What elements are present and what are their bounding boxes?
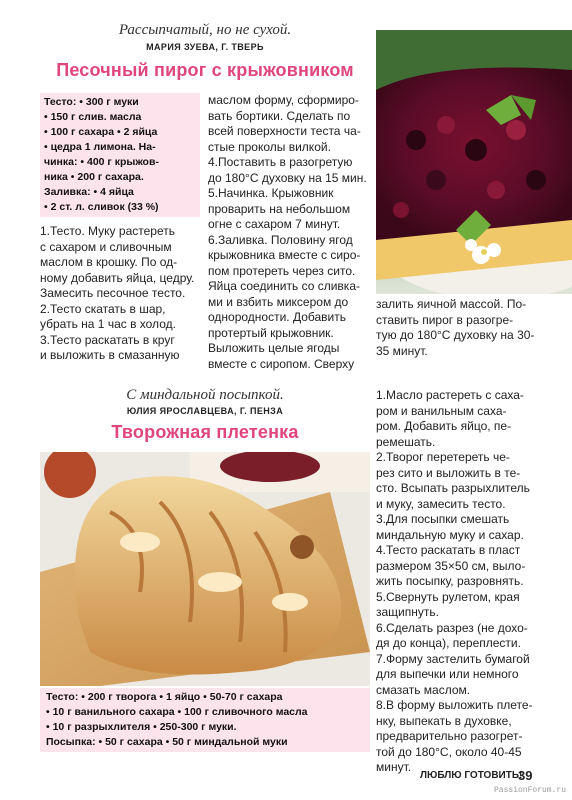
step-line: дя до конца), переплести. [376, 636, 521, 650]
step-line: 8.В форму выложить плете- [376, 698, 533, 712]
recipe1-steps-col3 [376, 297, 572, 359]
step-line: 35 минут. [376, 343, 428, 358]
ingredient-line: • 100 г сахара • 2 яйца [44, 126, 158, 138]
ingredient-line: • 2 ст. л. сливок (33 %) [44, 201, 159, 213]
step-line: стые проколы вилкой. [208, 139, 331, 154]
ingredient-line: Тесто: • 200 г творога • 1 яйцо • 50-70 г сахара [46, 691, 283, 703]
step-line: смазать маслом. [376, 682, 471, 697]
recipe1-steps-col2 [208, 93, 370, 372]
step-line: 3.Для посыпки смешать [376, 512, 510, 526]
step-line: маслом в крошку. По од- [40, 255, 178, 269]
page-number: 39 [518, 768, 533, 783]
step-line: крыжовника вместе с сиро- [208, 248, 361, 262]
step-line: миндальную муку и сахар. [376, 527, 524, 542]
step-line: для выпечки или немного [376, 667, 519, 681]
step-line: нку, выпекать в духовке, [376, 713, 512, 728]
step-line: 5.Свернуть рулетом, края [376, 589, 520, 604]
step-line: Выложить целые ягоды [208, 341, 340, 355]
step-line: и выложить в смазанную [40, 348, 180, 362]
step-line: 6.Заливка. Половину ягод [208, 232, 353, 247]
ingredient-line: • 10 г разрыхлителя • 250-300 г муки. [46, 721, 237, 733]
step-line: вместе с сиропом. Сверху [208, 356, 355, 371]
step-line: жить посыпку, разровнять. [376, 574, 524, 588]
cottage-cheese-braid-photo [40, 452, 370, 686]
step-line: ром. Добавить яйцо, пе- [376, 419, 512, 433]
recipe2-author: ЮЛИЯ ЯРОСЛАВЦЕВА, Г. ПЕНЗА [126, 406, 284, 416]
recipe2-tagline: С миндальной посыпкой. [126, 387, 284, 403]
step-line: 2.Тесто скатать в шар, [40, 301, 166, 316]
recipe2-ingredients-list [46, 690, 364, 750]
magazine-name: ЛЮБЛЮ ГОТОВИТЬ! [420, 770, 523, 781]
recipe1-steps-col1 [40, 224, 202, 364]
ingredient-line: Посыпка: • 50 г сахара • 50 г миндальной муки [46, 736, 288, 748]
step-line: 3.Тесто раскатать в круг [40, 332, 175, 347]
step-line: предварительно разогрет- [376, 729, 523, 743]
step-line: ром и ванильным саха- [376, 403, 507, 418]
step-line: 4.Поставить в разогретую [208, 155, 353, 169]
step-line: пом протереть через сито. [208, 263, 356, 278]
step-line: 5.Начинка. Крыжовник [208, 186, 334, 200]
step-line: минут. [376, 760, 412, 774]
step-line: той до 180°С, около 40-45 [376, 744, 522, 759]
step-line: протертый крыжовник. [208, 325, 334, 340]
ingredient-line: Заливка: • 4 яйца [44, 186, 134, 198]
ingredient-line: • 150 г слив. масла [44, 111, 142, 123]
step-line: Яйца соединить со сливка- [208, 279, 360, 293]
step-line: 1.Масло растереть с саха- [376, 388, 524, 402]
gooseberry-pie-photo [376, 30, 572, 294]
recipe1-ingredients-box [40, 93, 200, 217]
step-line: убрать на 1 час в холод. [40, 317, 176, 331]
step-line: ремешать. [376, 434, 436, 449]
ingredient-line: Тесто: • 300 г муки [44, 96, 139, 108]
ingredient-line: • цедра 1 лимона. На- [44, 141, 156, 153]
recipe1-ingredients-list [44, 95, 196, 215]
recipe1-author: МАРИЯ ЗУЕВА, Г. ТВЕРЬ [146, 42, 264, 52]
watermark: PassionForum.ru [494, 786, 567, 795]
step-line: ному добавить яйца, цедру. [40, 270, 195, 285]
ingredient-line: чинка: • 400 г крыжов- [44, 156, 159, 168]
ingredient-line: • 10 г ванильного сахара • 100 г сливочного масла [46, 706, 308, 718]
step-line: маслом форму, сформиро- [208, 93, 359, 107]
recipe1-title: Песочный пирог с крыжовником [56, 60, 354, 80]
step-line: и муку, замесить тесто. [376, 496, 506, 511]
recipe2-title: Творожная плетенка [111, 422, 299, 442]
step-line: размером 35×50 см, выло- [376, 558, 526, 573]
step-line: залить яичной массой. По- [376, 297, 527, 311]
step-line: огне с сахаром 7 минут. [208, 217, 341, 231]
step-line: тую до 180°С духовку на 30- [376, 328, 535, 342]
step-line: 4.Тесто раскатать в пласт [376, 543, 521, 557]
step-line: проварить на небольшом [208, 201, 351, 216]
step-line: 6.Сделать разрез (не дохо- [376, 620, 528, 635]
step-line: до 180°С духовку на 15 мин. [208, 170, 367, 185]
step-line: с сахаром и сливочным [40, 239, 172, 254]
step-line: 7.Форму застелить бумагой [376, 651, 530, 666]
recipe1-tagline: Рассыпчатый, но не сухой. [118, 22, 292, 38]
step-line: однородности. Добавить [208, 310, 346, 324]
step-line: всей поверхности теста ча- [208, 124, 361, 138]
step-line: сто. Всыпать разрыхлитель [376, 481, 530, 495]
step-line: Замесить песочное тесто. [40, 286, 186, 300]
recipe2-steps [376, 388, 572, 776]
step-line: ми и взбить миксером до [208, 294, 349, 309]
step-line: вать бортики. Сделать по [208, 108, 351, 123]
recipe2-ingredients-box [40, 688, 370, 752]
step-line: ставить пирог в разогре- [376, 312, 514, 327]
step-line: 2.Творог перетереть че- [376, 450, 510, 464]
step-line: защипнуть. [376, 605, 439, 619]
step-line: 1.Тесто. Муку растереть [40, 224, 175, 238]
ingredient-line: ника • 200 г сахара. [44, 171, 144, 183]
step-line: рез сито и выложить в те- [376, 465, 521, 480]
